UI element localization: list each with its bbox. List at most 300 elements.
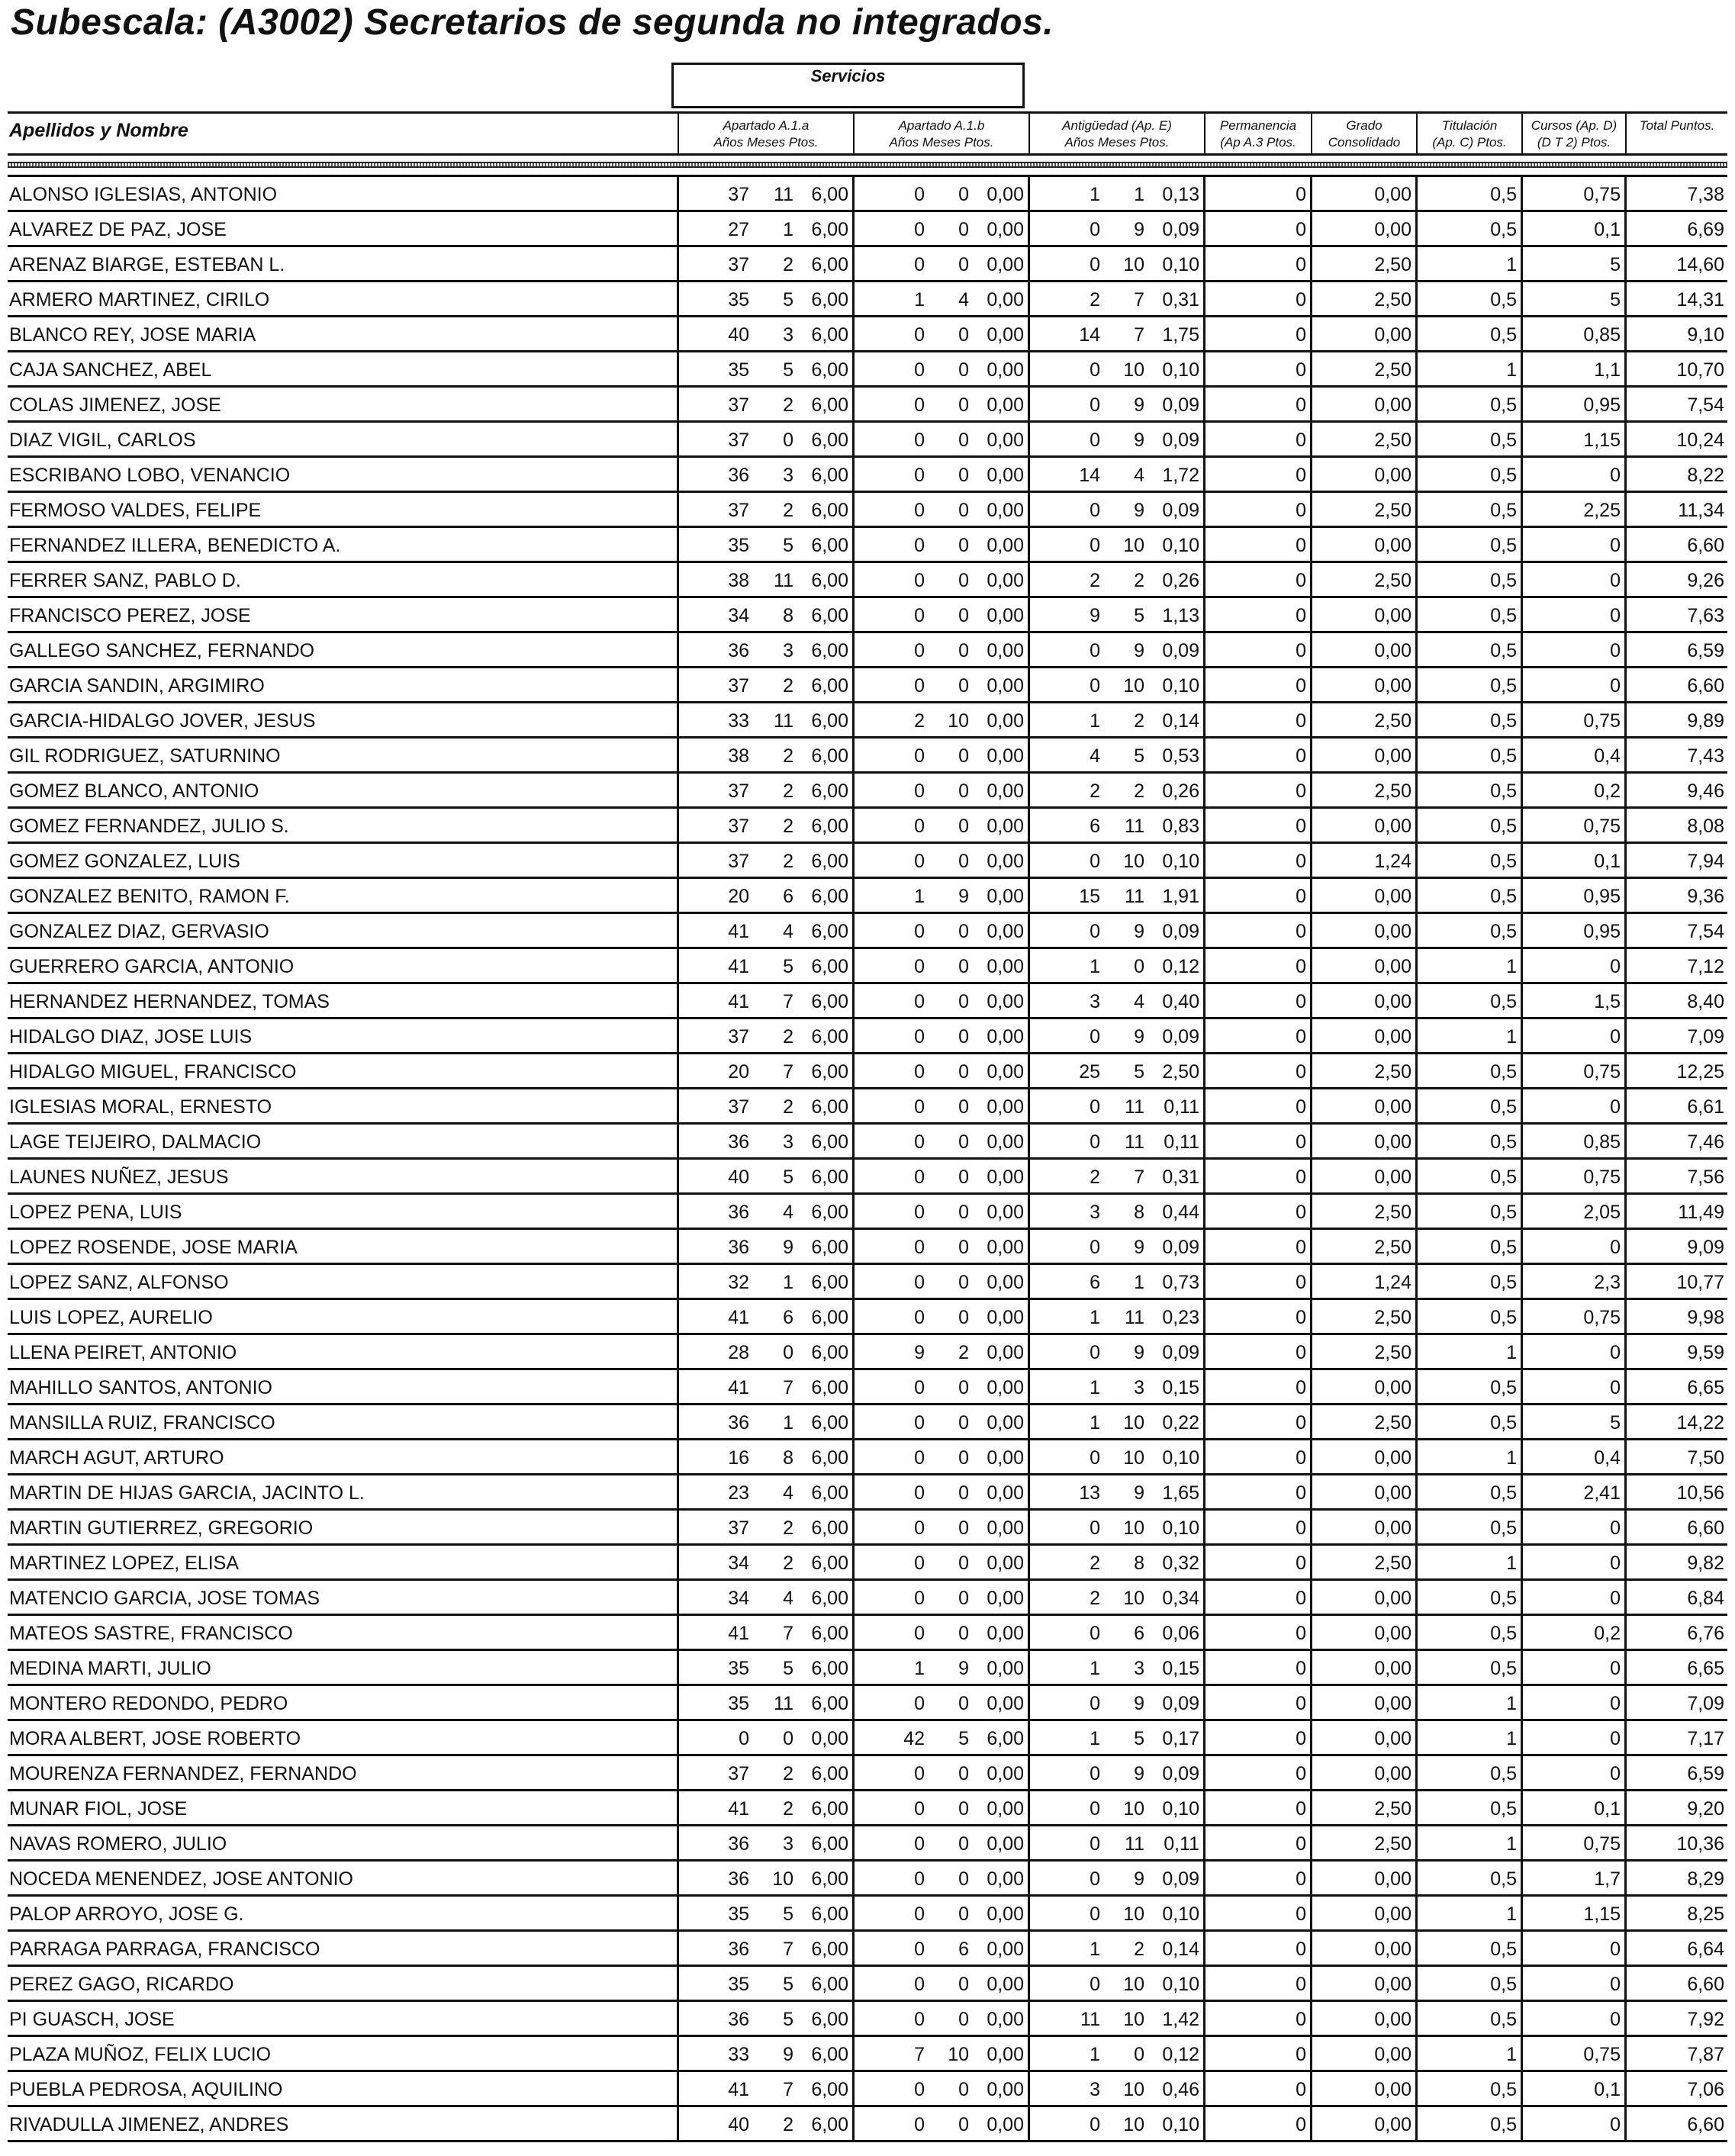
cell-b-p: 0,00: [987, 570, 1024, 591]
column-separator: [1521, 703, 1523, 739]
table-row: [8, 1791, 1727, 1826]
column-separator: [1521, 949, 1523, 984]
column-separator: [677, 1405, 679, 1440]
column-separator: [1624, 212, 1627, 247]
cell-b-p: 0,00: [987, 465, 1024, 486]
table-row: [8, 1826, 1727, 1862]
column-separator: [1203, 1160, 1205, 1195]
column-separator: [1521, 1862, 1523, 1897]
cell-grado: 1,24: [1374, 1272, 1411, 1293]
cell-e-y: 3: [1090, 1202, 1100, 1223]
cell-a-p: 6,00: [811, 886, 848, 907]
column-separator: [1521, 1054, 1523, 1089]
column-separator: [1624, 1405, 1627, 1440]
cell-name: NOCEDA MENENDEZ, JOSE ANTONIO: [9, 1868, 354, 1890]
cell-grado: 0,00: [1374, 1658, 1411, 1679]
column-separator: [1415, 1019, 1418, 1054]
header-permanencia: [1205, 117, 1311, 151]
cell-cursos: 5: [1610, 254, 1621, 275]
cell-b-m: 0: [958, 1307, 969, 1328]
cell-e-m: 10: [1123, 1974, 1144, 1995]
cell-grado: 2,50: [1374, 570, 1411, 591]
cell-b-m: 0: [958, 1272, 969, 1293]
column-separator: [677, 914, 679, 949]
table-row: [8, 1440, 1727, 1475]
cell-name: LOPEZ PENA, LUIS: [9, 1202, 182, 1223]
cell-cursos: 0: [1610, 1728, 1621, 1749]
cell-b-p: 0,00: [987, 1272, 1024, 1293]
table-row: [8, 247, 1727, 282]
column-separator: [1310, 1686, 1312, 1721]
column-separator: [1310, 1826, 1312, 1862]
cell-name: GUERRERO GARCIA, ANTONIO: [9, 956, 295, 977]
column-separator: [1028, 633, 1030, 668]
cell-b-m: 0: [958, 1131, 969, 1153]
cell-b-p: 0,00: [987, 2044, 1024, 2065]
column-separator: [1310, 774, 1312, 809]
cell-e-y: 0: [1090, 1833, 1100, 1855]
cell-a-p: 6,00: [811, 1833, 848, 1855]
column-separator: [1028, 984, 1030, 1019]
cell-name: MANSILLA RUIZ, FRANCISCO: [9, 1412, 275, 1434]
column-separator: [677, 1475, 679, 1511]
cell-e-m: 10: [1123, 2009, 1144, 2030]
column-separator: [1028, 458, 1030, 493]
cell-e-m: 7: [1134, 324, 1144, 346]
column-separator: [1521, 1581, 1523, 1616]
cell-grado: 2,50: [1374, 780, 1411, 802]
cell-perm: 0: [1296, 1868, 1306, 1890]
cell-a-m: 7: [783, 991, 793, 1012]
cell-a-m: 2: [783, 1763, 793, 1784]
cell-e-m: 0: [1134, 956, 1144, 977]
cell-e-p: 0,11: [1164, 1096, 1199, 1118]
cell-perm: 0: [1296, 1377, 1306, 1398]
cell-name: PUEBLA PEDROSA, AQUILINO: [9, 2079, 283, 2100]
column-separator: [1310, 388, 1312, 423]
table-row: [8, 668, 1727, 703]
cell-b-m: 0: [958, 2114, 969, 2135]
column-separator: [1415, 1651, 1418, 1686]
cell-grado: 2,50: [1374, 1237, 1411, 1258]
column-separator: [1521, 1230, 1523, 1265]
column-separator: [677, 1089, 679, 1125]
cell-b-m: 0: [958, 1061, 969, 1083]
cell-name: DIAZ VIGIL, CARLOS: [9, 430, 196, 451]
cell-cursos: 0,95: [1583, 921, 1621, 942]
cell-a-m: 1: [783, 1272, 793, 1293]
table-row: [8, 388, 1727, 423]
cell-e-m: 9: [1134, 1868, 1144, 1890]
column-separator: [677, 528, 679, 563]
column-separator: [1203, 1089, 1205, 1125]
cell-cursos: 0,1: [1594, 2079, 1621, 2100]
column-separator: [852, 1019, 855, 1054]
column-separator: [852, 1475, 855, 1511]
column-separator: [1415, 1616, 1418, 1651]
cell-total: 7,54: [1687, 394, 1724, 416]
column-separator: [1624, 1791, 1627, 1826]
column-separator: [677, 1370, 679, 1405]
column-separator: [1624, 844, 1627, 879]
cell-a-m: 2: [783, 394, 793, 416]
cell-b-m: 0: [958, 219, 969, 240]
table-row: [8, 1862, 1727, 1897]
cell-total: 7,38: [1687, 184, 1724, 205]
cell-e-y: 0: [1090, 359, 1100, 381]
column-separator: [1310, 212, 1312, 247]
column-separator: [1624, 1826, 1627, 1862]
table-row: [8, 493, 1727, 528]
cell-perm: 0: [1296, 1693, 1306, 1714]
column-separator: [677, 809, 679, 844]
column-separator: [1028, 1511, 1030, 1546]
column-separator: [1415, 1089, 1418, 1125]
cell-b-p: 0,00: [987, 1868, 1024, 1890]
table-row: [8, 1932, 1727, 1967]
cell-b-p: 0,00: [987, 851, 1024, 872]
column-separator: [1028, 1089, 1030, 1125]
cell-name: CAJA SANCHEZ, ABEL: [9, 359, 212, 381]
cell-a-m: 2: [783, 500, 793, 521]
cell-a-m: 0: [783, 430, 793, 451]
cell-b-m: 0: [958, 570, 969, 591]
column-separator: [1203, 1405, 1205, 1440]
cell-grado: 0,00: [1374, 324, 1411, 346]
cell-a-m: 7: [783, 1377, 793, 1398]
header-cursos: [1523, 117, 1625, 151]
cell-b-y: 0: [914, 1447, 925, 1469]
cell-a-m: 10: [772, 1868, 793, 1890]
cell-cursos: 1,7: [1594, 1868, 1621, 1890]
cell-b-p: 0,00: [987, 1202, 1024, 1223]
cell-total: 10,36: [1676, 1833, 1724, 1855]
column-separator: [1028, 1195, 1030, 1230]
cell-a-p: 6,00: [811, 2009, 848, 2030]
column-separator: [1521, 633, 1523, 668]
cell-grado: 0,00: [1374, 1377, 1411, 1398]
cell-e-p: 0,31: [1162, 289, 1199, 311]
cell-a-y: 36: [728, 465, 749, 486]
column-separator: [852, 1791, 855, 1826]
cell-a-m: 4: [783, 1202, 793, 1223]
cell-a-p: 6,00: [811, 816, 848, 837]
cell-tit: 0,5: [1490, 324, 1517, 346]
cell-b-m: 0: [958, 780, 969, 802]
column-separator: [852, 2107, 855, 2142]
cell-perm: 0: [1296, 1307, 1306, 1328]
column-separator: [1310, 493, 1312, 528]
cell-e-y: 1: [1090, 1412, 1100, 1434]
column-separator: [1624, 1440, 1627, 1475]
table-row: [8, 1370, 1727, 1405]
column-separator: [1028, 598, 1030, 633]
header-antiguedad: [1030, 117, 1204, 151]
cell-b-m: 0: [958, 1377, 969, 1398]
column-separator: [1028, 493, 1030, 528]
cell-e-y: 0: [1090, 1026, 1100, 1047]
cell-grado: 2,50: [1374, 1553, 1411, 1574]
cell-total: 6,64: [1687, 1939, 1724, 1960]
column-separator: [852, 984, 855, 1019]
cell-b-m: 0: [958, 1166, 969, 1188]
cell-total: 7,54: [1687, 921, 1724, 942]
cell-cursos: 5: [1610, 1412, 1621, 1434]
header-antig-line1: Antigüedad (Ap. E): [1062, 118, 1172, 133]
cell-e-p: 0,10: [1162, 359, 1199, 381]
cell-cursos: 0: [1610, 1026, 1621, 1047]
cell-perm: 0: [1296, 254, 1306, 275]
cell-tit: 0,5: [1490, 1974, 1517, 1995]
cell-b-m: 0: [958, 851, 969, 872]
cell-perm: 0: [1296, 1272, 1306, 1293]
cell-b-m: 0: [958, 1412, 969, 1434]
cell-grado: 0,00: [1374, 640, 1411, 661]
column-separator: [1028, 1475, 1030, 1511]
cell-total: 9,26: [1687, 570, 1724, 591]
cell-b-m: 0: [958, 1517, 969, 1539]
column-separator: [1624, 633, 1627, 668]
cell-perm: 0: [1296, 219, 1306, 240]
column-separator: [1624, 1160, 1627, 1195]
cell-perm: 0: [1296, 1166, 1306, 1188]
column-separator: [677, 1756, 679, 1791]
cell-e-p: 0,10: [1162, 1798, 1199, 1820]
column-separator: [1624, 493, 1627, 528]
cell-e-m: 9: [1134, 1026, 1144, 1047]
column-separator: [677, 1932, 679, 1967]
column-separator: [1415, 1756, 1418, 1791]
column-separator: [852, 1405, 855, 1440]
column-separator: [852, 528, 855, 563]
cell-total: 9,98: [1687, 1307, 1724, 1328]
cell-tit: 0,5: [1490, 219, 1517, 240]
column-separator: [1028, 1967, 1030, 2002]
cell-b-y: 1: [914, 886, 925, 907]
cell-cursos: 1,15: [1583, 430, 1621, 451]
cell-grado: 0,00: [1374, 184, 1411, 205]
cell-b-m: 0: [958, 921, 969, 942]
cell-tit: 0,5: [1490, 745, 1517, 767]
cell-e-m: 7: [1134, 1166, 1144, 1188]
cell-b-p: 0,00: [987, 2079, 1024, 2100]
cell-b-y: 0: [914, 1623, 925, 1644]
column-separator: [1624, 1581, 1627, 1616]
cell-cursos: 0: [1610, 2009, 1621, 2030]
cell-a-m: 3: [783, 640, 793, 661]
cell-b-y: 0: [914, 465, 925, 486]
cell-tit: 0,5: [1490, 1307, 1517, 1328]
cell-e-y: 1: [1090, 1377, 1100, 1398]
cell-tit: 0,5: [1490, 2079, 1517, 2100]
column-separator: [1310, 703, 1312, 739]
cell-e-p: 1,65: [1162, 1482, 1199, 1504]
cell-a-y: 34: [728, 1588, 749, 1609]
cell-a-y: 16: [728, 1447, 749, 1469]
cell-a-p: 6,00: [811, 1237, 848, 1258]
table-row: [8, 1335, 1727, 1370]
cell-name: MAHILLO SANTOS, ANTONIO: [9, 1377, 272, 1398]
cell-name: RIVADULLA JIMENEZ, ANDRES: [9, 2114, 289, 2135]
column-separator: [1028, 1721, 1030, 1756]
column-separator: [1415, 703, 1418, 739]
cell-a-m: 5: [783, 535, 793, 556]
cell-a-m: 5: [783, 1658, 793, 1679]
cell-a-m: 8: [783, 605, 793, 626]
cell-cursos: 0: [1610, 570, 1621, 591]
column-separator: [1521, 2072, 1523, 2107]
column-separator: [852, 2037, 855, 2072]
column-separator: [1624, 1300, 1627, 1335]
cell-e-m: 2: [1134, 710, 1144, 732]
cell-e-m: 4: [1134, 465, 1144, 486]
cell-e-m: 3: [1134, 1377, 1144, 1398]
cell-total: 8,29: [1687, 1868, 1724, 1890]
cell-a-p: 6,00: [811, 254, 848, 275]
column-separator: [1415, 879, 1418, 914]
cell-e-y: 3: [1090, 991, 1100, 1012]
cell-e-p: 0,09: [1162, 1763, 1199, 1784]
column-separator: [1521, 1826, 1523, 1862]
cell-b-m: 0: [958, 324, 969, 346]
cell-b-m: 0: [958, 1447, 969, 1469]
cell-grado: 0,00: [1374, 1026, 1411, 1047]
cell-b-p: 0,00: [987, 1166, 1024, 1188]
cell-perm: 0: [1296, 2009, 1306, 2030]
column-separator: [1203, 879, 1205, 914]
cell-total: 9,59: [1687, 1342, 1724, 1363]
column-separator: [1415, 563, 1418, 598]
cell-a-y: 37: [728, 1026, 749, 1047]
cell-b-m: 0: [958, 1026, 969, 1047]
cell-a-y: 41: [728, 1307, 749, 1328]
column-separator: [1310, 1195, 1312, 1230]
cell-e-m: 10: [1123, 535, 1144, 556]
cell-e-p: 0,10: [1162, 535, 1199, 556]
cell-a-y: 23: [728, 1482, 749, 1504]
column-separator: [852, 1967, 855, 2002]
cell-a-y: 37: [728, 1096, 749, 1118]
column-separator: [1415, 1054, 1418, 1089]
cell-name: FRANCISCO PEREZ, JOSE: [9, 605, 251, 626]
table-row: [8, 1756, 1727, 1791]
cell-total: 9,36: [1687, 886, 1724, 907]
column-separator: [1521, 1475, 1523, 1511]
cell-a-p: 6,00: [811, 1412, 848, 1434]
column-separator: [1521, 493, 1523, 528]
cell-e-p: 0,15: [1162, 1377, 1199, 1398]
cell-grado: 2,50: [1374, 1307, 1411, 1328]
cell-tit: 0,5: [1490, 886, 1517, 907]
cell-b-p: 6,00: [987, 1728, 1024, 1749]
column-separator: [1521, 317, 1523, 352]
cell-perm: 0: [1296, 500, 1306, 521]
cell-name: GONZALEZ BENITO, RAMON F.: [9, 886, 290, 907]
cell-e-p: 0,14: [1162, 1939, 1199, 1960]
cell-perm: 0: [1296, 465, 1306, 486]
cell-perm: 0: [1296, 2079, 1306, 2100]
column-separator: [677, 352, 679, 388]
cell-b-p: 0,00: [987, 289, 1024, 311]
cell-e-p: 0,10: [1162, 675, 1199, 697]
cell-name: MARCH AGUT, ARTURO: [9, 1447, 224, 1469]
cell-a-m: 9: [783, 2044, 793, 2065]
cell-e-p: 0,09: [1162, 1026, 1199, 1047]
cell-a-m: 3: [783, 324, 793, 346]
cell-a-p: 6,00: [811, 1342, 848, 1363]
cell-grado: 0,00: [1374, 1482, 1411, 1504]
column-separator: [1203, 809, 1205, 844]
cell-e-p: 0,11: [1164, 1833, 1199, 1855]
cell-a-y: 35: [728, 1658, 749, 1679]
column-separator: [1521, 177, 1523, 212]
table-row: [8, 1125, 1727, 1160]
table-row: [8, 2037, 1727, 2072]
column-separator: [677, 774, 679, 809]
cell-perm: 0: [1296, 1026, 1306, 1047]
cell-a-y: 41: [728, 2079, 749, 2100]
table-row: [8, 1054, 1727, 1089]
table-row: [8, 844, 1727, 879]
column-separator: [1203, 458, 1205, 493]
cell-grado: 0,00: [1374, 991, 1411, 1012]
cell-total: 7,09: [1687, 1026, 1724, 1047]
cell-a-p: 6,00: [811, 1588, 848, 1609]
column-separator: [1028, 1335, 1030, 1370]
cell-a-m: 2: [783, 1553, 793, 1574]
cell-b-y: 0: [914, 535, 925, 556]
cell-total: 6,65: [1687, 1658, 1724, 1679]
cell-e-m: 10: [1123, 2114, 1144, 2135]
cell-b-m: 0: [958, 1588, 969, 1609]
column-separator: [1310, 1546, 1312, 1581]
column-separator: [1624, 317, 1627, 352]
cell-tit: 0,5: [1490, 991, 1517, 1012]
cell-tit: 0,5: [1490, 2009, 1517, 2030]
cell-e-y: 0: [1090, 1693, 1100, 1714]
cell-perm: 0: [1296, 430, 1306, 451]
column-separator: [1203, 388, 1205, 423]
column-separator: [1521, 1511, 1523, 1546]
cell-cursos: 2,25: [1583, 500, 1621, 521]
cell-b-p: 0,00: [987, 710, 1024, 732]
column-separator: [1521, 352, 1523, 388]
table-row: [8, 879, 1727, 914]
cell-b-p: 0,00: [987, 1658, 1024, 1679]
cell-tit: 0,5: [1490, 851, 1517, 872]
column-separator: [1521, 1089, 1523, 1125]
cell-perm: 0: [1296, 956, 1306, 977]
cell-name: FERRER SANZ, PABLO D.: [9, 570, 241, 591]
cell-tit: 0,5: [1490, 1166, 1517, 1188]
table-row: [8, 1511, 1727, 1546]
cell-a-y: 37: [728, 1517, 749, 1539]
column-separator: [1310, 2072, 1312, 2107]
column-separator: [1203, 212, 1205, 247]
cell-a-m: 5: [783, 1166, 793, 1188]
cell-cursos: 0: [1610, 1517, 1621, 1539]
column-separator: [1624, 1475, 1627, 1511]
column-separator: [1203, 703, 1205, 739]
column-separator: [1624, 1265, 1627, 1300]
cell-a-p: 6,00: [811, 1553, 848, 1574]
column-separator: [852, 247, 855, 282]
cell-b-m: 0: [958, 184, 969, 205]
column-separator: [1624, 563, 1627, 598]
cell-name: GOMEZ GONZALEZ, LUIS: [9, 851, 240, 872]
header-a1b-line1: Apartado A.1.b: [898, 118, 985, 133]
cell-perm: 0: [1296, 2044, 1306, 2065]
